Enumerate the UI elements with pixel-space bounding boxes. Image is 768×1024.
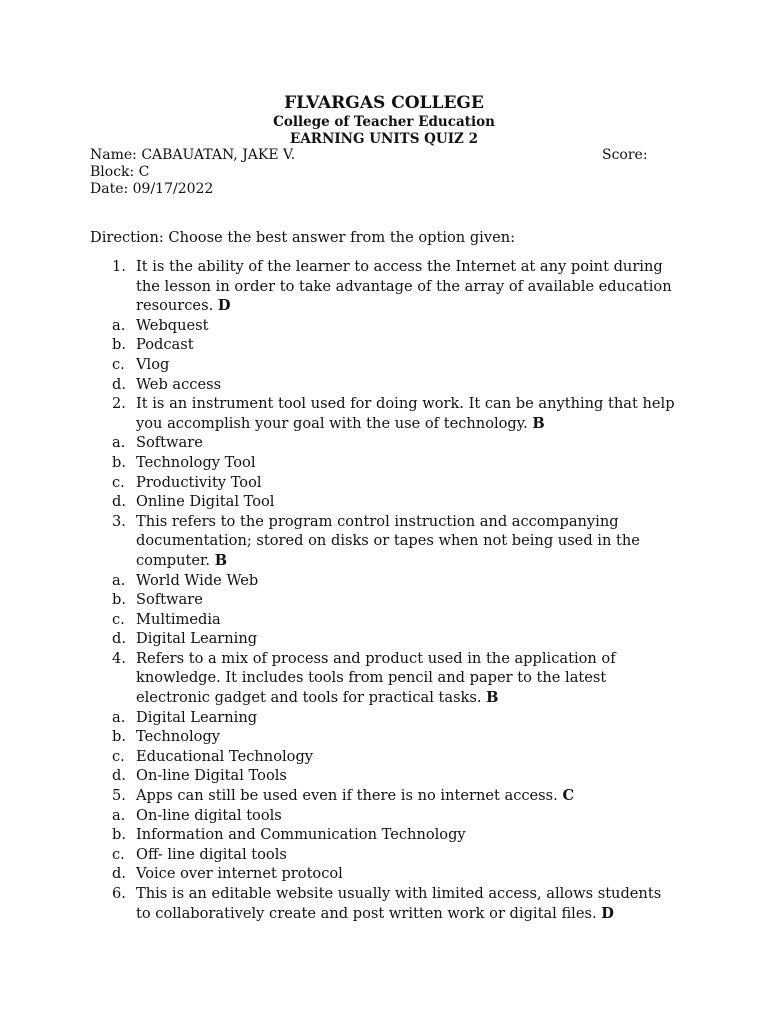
question-stem: [90, 884, 710, 904]
option-text: Digital Learning: [136, 630, 258, 648]
item-label: 5.: [112, 787, 126, 805]
option-text: Productivity Tool: [136, 473, 262, 491]
answer-option: [90, 453, 710, 473]
question-text: knowledge. It includes tools from pencil and paper to the latest: [136, 669, 607, 687]
item-label: 3.: [112, 512, 126, 530]
question-text: computer.: [136, 551, 215, 569]
item-label: c.: [112, 355, 125, 373]
option-text: Information and Communication Technology: [136, 826, 466, 844]
item-label: d.: [112, 493, 126, 511]
question-text: electronic gadget and tools for practical tasks.: [136, 689, 487, 707]
item-label: b.: [112, 453, 126, 471]
answer-option: [90, 375, 710, 395]
answer-key: C: [562, 787, 575, 805]
college-name: FLVARGAS COLLEGE: [284, 93, 484, 113]
option-text: Web access: [136, 375, 222, 393]
question-text: the lesson in order to take advantage of the array of available education: [136, 277, 672, 295]
item-label: 4.: [112, 649, 126, 667]
option-text: Webquest: [136, 316, 209, 334]
question-stem-continued: [90, 688, 710, 708]
question-text: Apps can still be used even if there is no internet access.: [136, 787, 563, 805]
question-stem: [90, 257, 710, 277]
answer-option: [90, 825, 710, 845]
item-label: d.: [112, 375, 126, 393]
answer-key: B: [214, 551, 228, 569]
answer-option: [90, 727, 710, 747]
option-text: On-line digital tools: [136, 806, 282, 824]
item-label: b.: [112, 336, 126, 354]
answer-option: [90, 492, 710, 512]
block-label: Block: C: [90, 164, 150, 180]
option-text: Online Digital Tool: [136, 493, 275, 511]
option-text: Vlog: [136, 355, 170, 373]
option-text: Podcast: [136, 336, 194, 354]
answer-option: [90, 747, 710, 767]
answer-key: B: [486, 689, 499, 707]
answer-option: [90, 590, 710, 610]
option-text: Software: [136, 434, 203, 452]
item-label: a.: [112, 708, 126, 726]
direction-text: Direction: Choose the best answer from the option given:: [90, 229, 516, 246]
option-text: Multimedia: [136, 610, 221, 628]
answer-key: D: [217, 297, 231, 315]
item-label: b.: [112, 826, 126, 844]
department-name: College of Teacher Education: [273, 114, 495, 130]
question-stem-continued: [90, 414, 710, 434]
date-label: Date: 09/17/2022: [90, 181, 214, 197]
item-label: b.: [112, 728, 126, 746]
answer-option: [90, 433, 710, 453]
answer-option: [90, 629, 710, 649]
item-label: c.: [112, 747, 125, 765]
answer-option: [90, 335, 710, 355]
question-text: resources.: [136, 297, 218, 315]
answer-option: [90, 571, 710, 591]
question-stem: [90, 512, 710, 532]
item-label: 2.: [112, 395, 126, 413]
question-text: This refers to the program control instruction and accompanying: [136, 512, 619, 530]
answer-option: [90, 610, 710, 630]
answer-option: [90, 766, 710, 786]
question-stem-continued: [90, 531, 710, 551]
option-text: Technology Tool: [136, 453, 256, 471]
score-label: Score:: [602, 147, 648, 163]
answer-option: [90, 845, 710, 865]
item-label: c.: [112, 610, 125, 628]
question-stem-continued: [90, 551, 710, 571]
answer-option: [90, 316, 710, 336]
question-text: This is an editable website usually with limited access, allows students: [136, 885, 662, 902]
question-text: you accomplish your goal with the use of technology.: [136, 414, 533, 432]
option-text: Software: [136, 591, 203, 609]
quiz-title: EARNING UNITS QUIZ 2: [290, 131, 478, 147]
item-label: 6.: [112, 885, 126, 902]
item-label: a.: [112, 571, 126, 589]
option-text: On-line Digital Tools: [136, 767, 287, 785]
item-label: a.: [112, 434, 126, 452]
item-label: a.: [112, 806, 126, 824]
question-list: [90, 257, 710, 923]
question-stem-continued: [90, 296, 710, 316]
answer-option: [90, 864, 710, 884]
question-stem-continued: [90, 277, 710, 297]
option-text: World Wide Web: [136, 571, 259, 589]
question-text: documentation; stored on disks or tapes when not being used in the: [136, 532, 640, 550]
answer-option: [90, 473, 710, 493]
option-text: Voice over internet protocol: [136, 865, 343, 883]
option-text: Digital Learning: [136, 708, 258, 726]
item-label: c.: [112, 473, 125, 491]
item-label: d.: [112, 630, 126, 648]
question-text: It is the ability of the learner to access the Internet at any point during: [136, 258, 663, 275]
answer-key: D: [601, 904, 614, 922]
question-text: Refers to a mix of process and product used in the application of: [136, 649, 616, 667]
answer-option: [90, 708, 710, 728]
item-label: 1.: [112, 258, 126, 275]
option-text: Off- line digital tools: [136, 845, 287, 863]
question-stem-continued: [90, 904, 710, 924]
item-label: d.: [112, 767, 126, 785]
question-text: It is an instrument tool used for doing work. It can be anything that help: [136, 395, 675, 413]
student-name: Name: CABAUATAN, JAKE V.: [90, 147, 296, 163]
question-stem: [90, 649, 710, 669]
item-label: a.: [112, 316, 126, 334]
item-label: c.: [112, 845, 125, 863]
question-stem: [90, 394, 710, 414]
answer-option: [90, 806, 710, 826]
question-text: to collaboratively create and post written work or digital files.: [136, 904, 602, 922]
option-text: Educational Technology: [136, 747, 314, 765]
answer-key: B: [532, 414, 545, 432]
item-label: d.: [112, 865, 126, 883]
answer-option: [90, 355, 710, 375]
question-stem-continued: [90, 668, 710, 688]
item-label: b.: [112, 591, 126, 609]
option-text: Technology: [136, 728, 221, 746]
question-stem: [90, 786, 710, 806]
